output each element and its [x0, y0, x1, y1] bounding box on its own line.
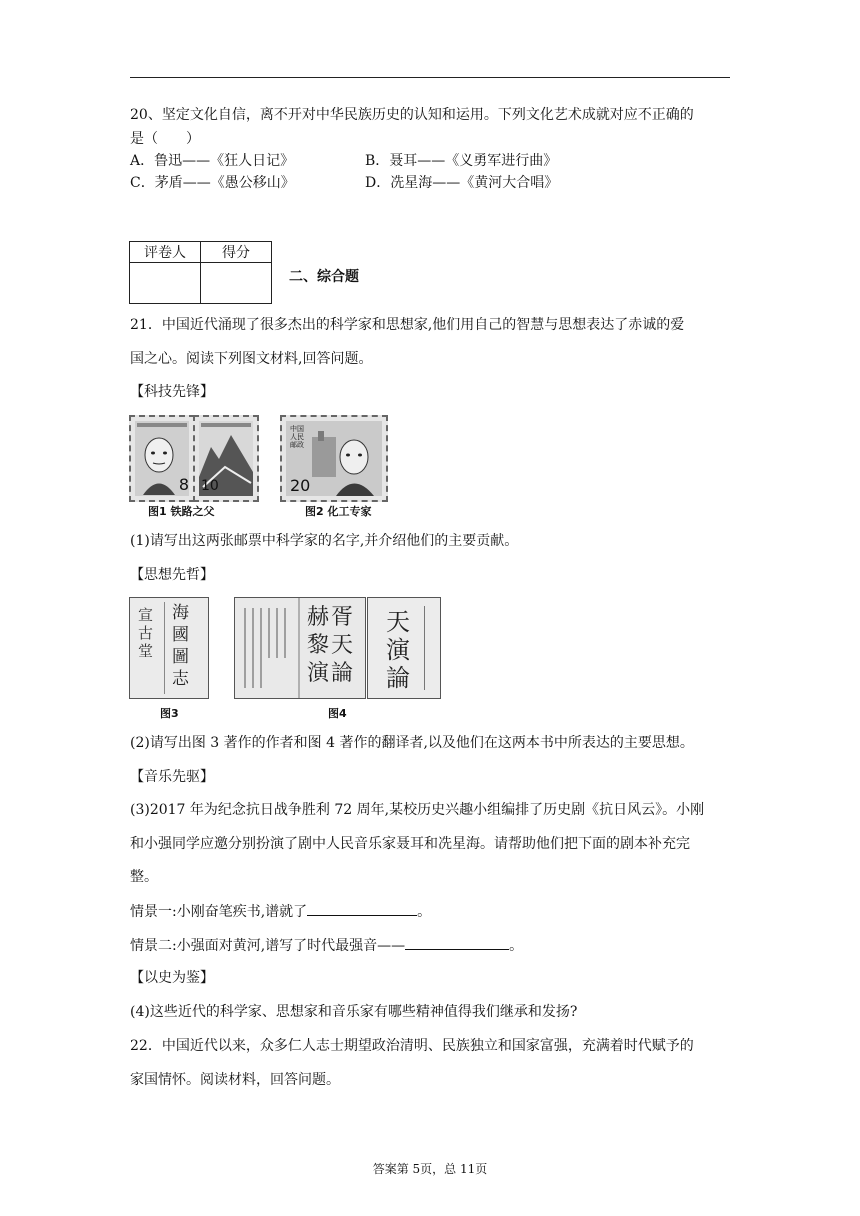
stamp3-country: 中国人民邮政: [290, 425, 304, 449]
q21-sub3-line1: (3)2017 年为纪念抗日战争胜利 72 周年,某校历史兴趣小组编排了历史剧《抗日风云》。小刚: [130, 802, 705, 818]
q22-intro-line1: 22．中国近代以来，众多仁人志士期望政治清明、民族独立和国家富强，充满着时代赋予的: [130, 1038, 694, 1054]
scene2-line: [130, 935, 523, 956]
score-table: [129, 241, 272, 304]
q20-stem-line1: 20、坚定文化自信，离不开对中华民族历史的认知和运用。下列文化艺术成就对应不正确的: [130, 107, 694, 123]
fig2-caption: 图2 化工专家: [305, 505, 372, 518]
q21-intro-line1: 21．中国近代涌现了很多杰出的科学家和思想家,他们用自己的智慧与思想表达了赤诚的爱: [130, 317, 685, 333]
fig3-caption: 图3: [160, 707, 179, 720]
q20-stem-line2: 是（ ）: [130, 131, 200, 147]
heading-thought-pioneers: 【思想先哲】: [130, 567, 214, 583]
scene1-end: 。: [417, 904, 432, 920]
scene2-text: 情景二:小强面对黄河,谱写了时代最强音——: [130, 938, 406, 954]
heading-history-lesson: 【以史为鉴】: [130, 970, 214, 986]
fig4-caption: 图4: [328, 707, 347, 720]
heading-tech-pioneers: 【科技先锋】: [130, 384, 214, 400]
stamp1-value: 8: [178, 475, 189, 494]
score-table-score-header: 得分: [201, 242, 272, 263]
q22-intro-line2: 家国情怀。阅读材料，回答问题。: [130, 1072, 340, 1088]
q20-option-a[interactable]: A．鲁迅——《狂人日记》: [130, 153, 295, 169]
q21-sub2: (2)请写出图 3 著作的作者和图 4 著作的翻译者,以及他们在这两本书中所表达的主要思想。: [130, 735, 694, 751]
q20-option-c[interactable]: C．茅盾——《愚公移山》: [130, 175, 295, 191]
score-table-grader-cell[interactable]: [130, 263, 201, 304]
q20-option-b[interactable]: B．聂耳——《义勇军进行曲》: [365, 153, 558, 169]
stamp-railway-portrait: [129, 415, 195, 502]
scene2-end: 。: [509, 938, 524, 954]
score-table-score-cell[interactable]: [201, 263, 272, 304]
q21-sub3-line3: 整。: [130, 869, 158, 885]
q21-sub4: (4)这些近代的科学家、思想家和音乐家有哪些精神值得我们继承和发扬?: [130, 1004, 578, 1020]
scene1-answer-blank[interactable]: [307, 901, 417, 916]
scene2-answer-blank[interactable]: [405, 935, 509, 950]
score-table-grader-header: 评卷人: [130, 242, 201, 263]
q20-option-d[interactable]: D．冼星海——《黄河大合唱》: [365, 175, 559, 191]
scene1-line: [130, 901, 431, 922]
book-tianyan-lun-cover: [367, 597, 441, 699]
book-tianyan-lun-inner: [234, 597, 366, 699]
fig4-chars: 赫胥黎天演論: [307, 605, 356, 686]
header-rule: [130, 77, 730, 78]
q21-intro-line2: 国之心。阅读下列图文材料,回答问题。: [130, 351, 373, 367]
q21-sub3-line2: 和小强同学应邀分别扮演了剧中人民音乐家聂耳和冼星海。请帮助他们把下面的剧本补充完: [130, 836, 690, 852]
stamp2-value: 10: [201, 478, 219, 494]
page-footer: 答案第 5页，总 11页: [372, 1162, 488, 1176]
book-cover-haiguo-tuzhi: [129, 597, 209, 699]
fig1-caption: 图1 铁路之父: [148, 505, 215, 518]
section-title: 二、综合题: [289, 269, 359, 285]
stamp3-value: 20: [290, 476, 311, 495]
stamp-chemist: [280, 415, 388, 502]
scene1-text: 情景一:小刚奋笔疾书,谱就了: [130, 904, 308, 920]
fig4-right-chars: 天演論: [386, 608, 410, 692]
stamp-railway-landscape: [193, 415, 259, 502]
fig3-right-chars: 海國圖志: [172, 603, 189, 689]
heading-music-pioneers: 【音乐先驱】: [130, 769, 214, 785]
q21-sub1: (1)请写出这两张邮票中科学家的名字,并介绍他们的主要贡献。: [130, 533, 519, 549]
fig3-left-chars: 宣古堂: [138, 606, 154, 660]
